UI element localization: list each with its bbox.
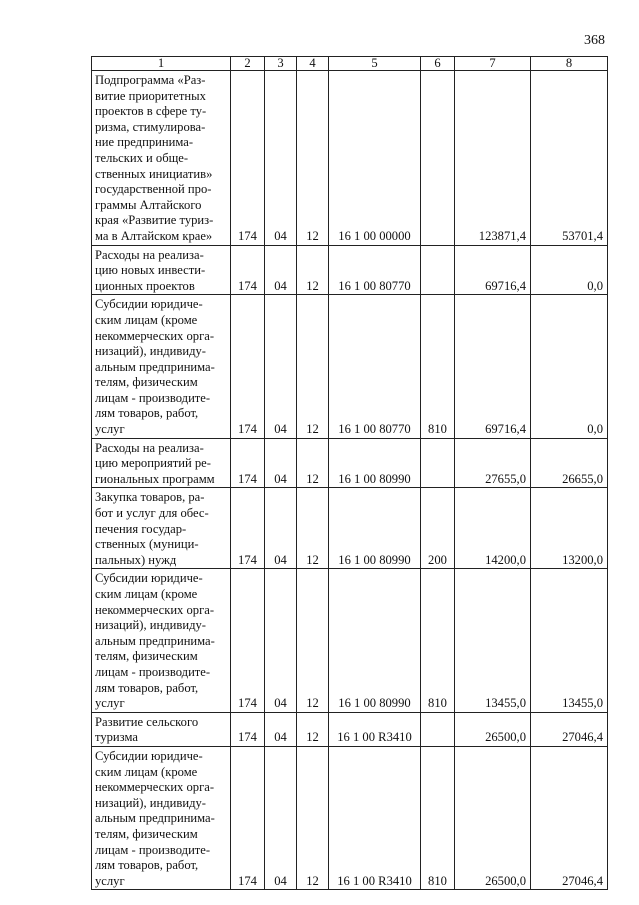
page-number: 368: [584, 33, 605, 48]
cell-section: 04: [265, 71, 297, 246]
column-header: 7: [455, 57, 531, 71]
cell-amount-1: 27655,0: [455, 438, 531, 488]
table-row: [92, 295, 608, 438]
cell-amount-2: 13455,0: [531, 569, 608, 712]
cell-ministry-code: 174: [231, 295, 265, 438]
cell-subsection: 12: [297, 712, 329, 746]
cell-amount-1: 69716,4: [455, 295, 531, 438]
cell-expense-type: [421, 712, 455, 746]
cell-target-article: 16 1 00 R3410: [329, 746, 421, 889]
cell-section: 04: [265, 488, 297, 569]
column-header: 5: [329, 57, 421, 71]
column-header: 2: [231, 57, 265, 71]
row-name: Расходы на реализа- цию мероприятий ре- гиональных программ: [92, 438, 231, 488]
row-name: Развитие сельского туризма: [92, 712, 231, 746]
table-row: [92, 488, 608, 569]
cell-expense-type: [421, 438, 455, 488]
cell-target-article: 16 1 00 00000: [329, 71, 421, 246]
cell-section: 04: [265, 569, 297, 712]
cell-amount-1: 14200,0: [455, 488, 531, 569]
cell-target-article: 16 1 00 80990: [329, 488, 421, 569]
cell-amount-2: 53701,4: [531, 71, 608, 246]
cell-ministry-code: 174: [231, 712, 265, 746]
cell-section: 04: [265, 295, 297, 438]
cell-amount-1: 26500,0: [455, 746, 531, 889]
cell-target-article: 16 1 00 80770: [329, 295, 421, 438]
cell-expense-type: 810: [421, 295, 455, 438]
cell-ministry-code: 174: [231, 746, 265, 889]
cell-amount-2: 0,0: [531, 295, 608, 438]
cell-expense-type: 810: [421, 746, 455, 889]
cell-subsection: 12: [297, 488, 329, 569]
row-name: Подпрограмма «Раз- витие приоритетных проектов в сфере ту- ризма, стимулирова- ние предпринима- тельских и обще- ственных инициатив» государственной про- граммы Алтайского края «Развитие туриз- ма в Алтайском крае»: [92, 71, 231, 246]
cell-target-article: 16 1 00 80770: [329, 245, 421, 295]
table-row: [92, 438, 608, 488]
cell-target-article: 16 1 00 80990: [329, 569, 421, 712]
cell-subsection: 12: [297, 746, 329, 889]
row-name: Субсидии юридиче- ским лицам (кроме некоммерческих орга- низаций), индивиду- альным предпринима- телям, физическим лицам - производите- лям товаров, работ, услуг: [92, 746, 231, 889]
cell-section: 04: [265, 746, 297, 889]
cell-target-article: 16 1 00 R3410: [329, 712, 421, 746]
cell-section: 04: [265, 245, 297, 295]
column-header: 8: [531, 57, 608, 71]
table-row: [92, 71, 608, 246]
row-name: Субсидии юридиче- ским лицам (кроме некоммерческих орга- низаций), индивиду- альным предпринима- телям, физическим лицам - производите- лям товаров, работ, услуг: [92, 295, 231, 438]
cell-subsection: 12: [297, 295, 329, 438]
cell-amount-2: 26655,0: [531, 438, 608, 488]
cell-amount-1: 13455,0: [455, 569, 531, 712]
cell-section: 04: [265, 438, 297, 488]
cell-amount-2: 0,0: [531, 245, 608, 295]
row-name: Расходы на реализа- цию новых инвести- ционных проектов: [92, 245, 231, 295]
table-row: [92, 712, 608, 746]
table-row: [92, 245, 608, 295]
cell-ministry-code: 174: [231, 488, 265, 569]
cell-target-article: 16 1 00 80990: [329, 438, 421, 488]
cell-section: 04: [265, 712, 297, 746]
cell-subsection: 12: [297, 438, 329, 488]
column-header: 1: [92, 57, 231, 71]
row-name: Закупка товаров, ра- бот и услуг для обес- печения государ- ственных (муници- пальных) нужд: [92, 488, 231, 569]
cell-amount-1: 69716,4: [455, 245, 531, 295]
cell-amount-1: 123871,4: [455, 71, 531, 246]
table-row: [92, 569, 608, 712]
cell-expense-type: 810: [421, 569, 455, 712]
budget-table: [91, 56, 608, 890]
cell-amount-1: 26500,0: [455, 712, 531, 746]
cell-amount-2: 13200,0: [531, 488, 608, 569]
column-header: 3: [265, 57, 297, 71]
cell-expense-type: 200: [421, 488, 455, 569]
table-row: [92, 746, 608, 889]
cell-ministry-code: 174: [231, 438, 265, 488]
row-name: Субсидии юридиче- ским лицам (кроме некоммерческих орга- низаций), индивиду- альным предпринима- телям, физическим лицам - производите- лям товаров, работ, услуг: [92, 569, 231, 712]
column-header: 4: [297, 57, 329, 71]
cell-amount-2: 27046,4: [531, 746, 608, 889]
cell-expense-type: [421, 71, 455, 246]
cell-ministry-code: 174: [231, 569, 265, 712]
header-row: [92, 57, 608, 71]
cell-amount-2: 27046,4: [531, 712, 608, 746]
cell-subsection: 12: [297, 245, 329, 295]
cell-ministry-code: 174: [231, 245, 265, 295]
cell-ministry-code: 174: [231, 71, 265, 246]
column-header: 6: [421, 57, 455, 71]
cell-expense-type: [421, 245, 455, 295]
cell-subsection: 12: [297, 71, 329, 246]
cell-subsection: 12: [297, 569, 329, 712]
